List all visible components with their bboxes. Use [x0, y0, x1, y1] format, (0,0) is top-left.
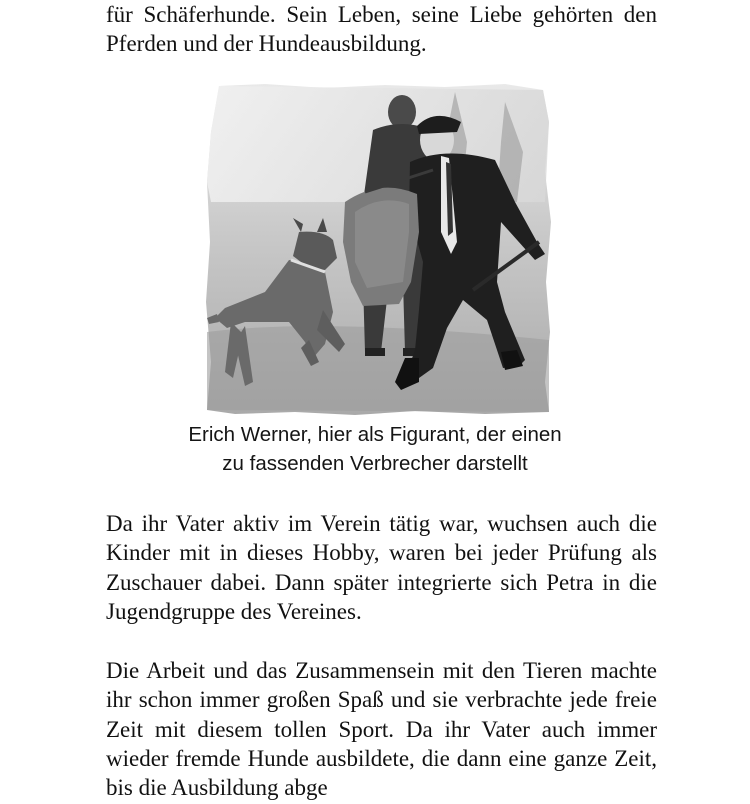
paragraph-3: Die Arbeit und das Zusammensein mit den Tieren machte ihr schon immer großen Spaß und sie verbrachte jede freie Zeit mit diesem tollen Sport. Da ihr Vater auch immer wieder fremde Hunde ausbildete, die dann eine ganze Zeit, bis die Ausbildung abge [106, 658, 657, 801]
caption-line-2: zu fassenden Verbrecher darstellt [222, 452, 528, 475]
photo-caption [130, 420, 620, 478]
historical-photo [205, 82, 555, 416]
caption-line-1: Erich Werner, hier als Figurant, der einen [188, 423, 562, 446]
paragraph-1: für Schäferhunde. Sein Leben, seine Liebe gehörten den Pferden und der Hundeausbildung. [106, 2, 657, 57]
paragraph-2: Da ihr Vater aktiv im Verein tätig war, wuchsen auch die Kinder mit in dieses Hobby, waren bei jeder Prüfung als Zuschauer dabei. Dann später integrierte sich Petra in die Jugendgruppe des Vereines. [106, 511, 657, 624]
